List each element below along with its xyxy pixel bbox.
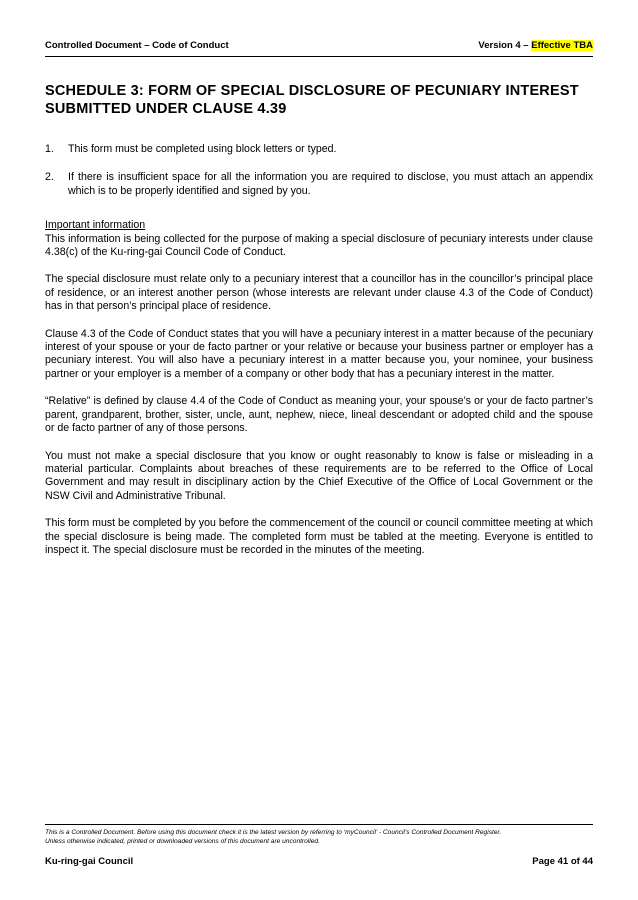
list-item-text: If there is insufficient space for all the information you are required to disclose, you must attach an appendix which is to be properly identified and signed by you.: [68, 171, 593, 197]
controlled-document-notice: [45, 824, 593, 846]
paragraph: This information is being collected for the purpose of making a special disclosure of pecuniary interests under clause 4.38(c) of the Ku-ring-gai Council Code of Conduct.: [45, 232, 593, 259]
footer-note: Unless otherwise indicated, printed or downloaded versions of this document are uncontrolled.: [45, 838, 320, 845]
paragraph: You must not make a special disclosure that you know or ought reasonably to know is false or misleading in a material particular. Complaints about breaches of these requirements are to be referred to the Office of Local Government and may result in disciplinary action by the Chief Executive of the Office of Local Government or the NSW Civil and Administrative Tribunal.: [45, 449, 593, 502]
list-item: [45, 171, 593, 198]
footer-note: This is a Controlled Document. Before using this document check it is the latest version by referring to ‘myCouncil’ - Council’s Controlled Document Register.: [45, 829, 502, 836]
important-information-heading: Important information: [45, 219, 146, 232]
list-item: [45, 143, 593, 156]
list-item-number: 2.: [45, 171, 54, 184]
list-item-number: 1.: [45, 143, 54, 155]
header-version: [478, 40, 593, 51]
paragraph: Clause 4.3 of the Code of Conduct states that you will have a pecuniary interest in a matter because of the pecuniary interest of your spouse or your de facto partner or your relative or because your business partner or employer has a pecuniary interest. You will also have a pecuniary interest in a matter because you, your nominee, your business partner or your employer is a member of a company or other body that has a pecuniary interest in the matter.: [45, 327, 593, 380]
page-header: [45, 40, 593, 57]
page-number: Page 41 of 44: [532, 856, 593, 867]
page-title: SCHEDULE 3: FORM OF SPECIAL DISCLOSURE OF PECUNIARY INTEREST SUBMITTED UNDER CLAUSE 4.39: [45, 83, 579, 117]
list-item-text: This form must be completed using block letters or typed.: [68, 143, 337, 155]
header-effective-highlight: Effective TBA: [531, 40, 593, 51]
footer-organization: Ku-ring-gai Council: [45, 856, 134, 867]
header-document-title: Controlled Document – Code of Conduct: [45, 40, 229, 51]
page-footer: [45, 856, 593, 867]
paragraph: “Relative” is defined by clause 4.4 of the Code of Conduct as meaning your, your spouse’s or your de facto partner’s parent, grandparent, brother, sister, uncle, aunt, nephew, niece, lineal descendant or adopted child and the spouse or de facto partner of any of those persons.: [45, 395, 593, 435]
header-version-prefix: Version 4 –: [478, 40, 532, 51]
paragraph: The special disclosure must relate only to a pecuniary interest that a councillor has in the councillor’s principal place of residence, or an interest another person (whose interests are relevant under clause 4.3 of the Code of Conduct) has in that person’s principal place of residence.: [45, 273, 593, 313]
document-body: [45, 143, 593, 571]
paragraph: This form must be completed by you before the commencement of the council or council committee meeting at which the special disclosure is being made. The completed form must be tabled at the meeting. Everyone is entitled to inspect it. The special disclosure must be recorded in the minutes of the meeting.: [45, 517, 593, 556]
